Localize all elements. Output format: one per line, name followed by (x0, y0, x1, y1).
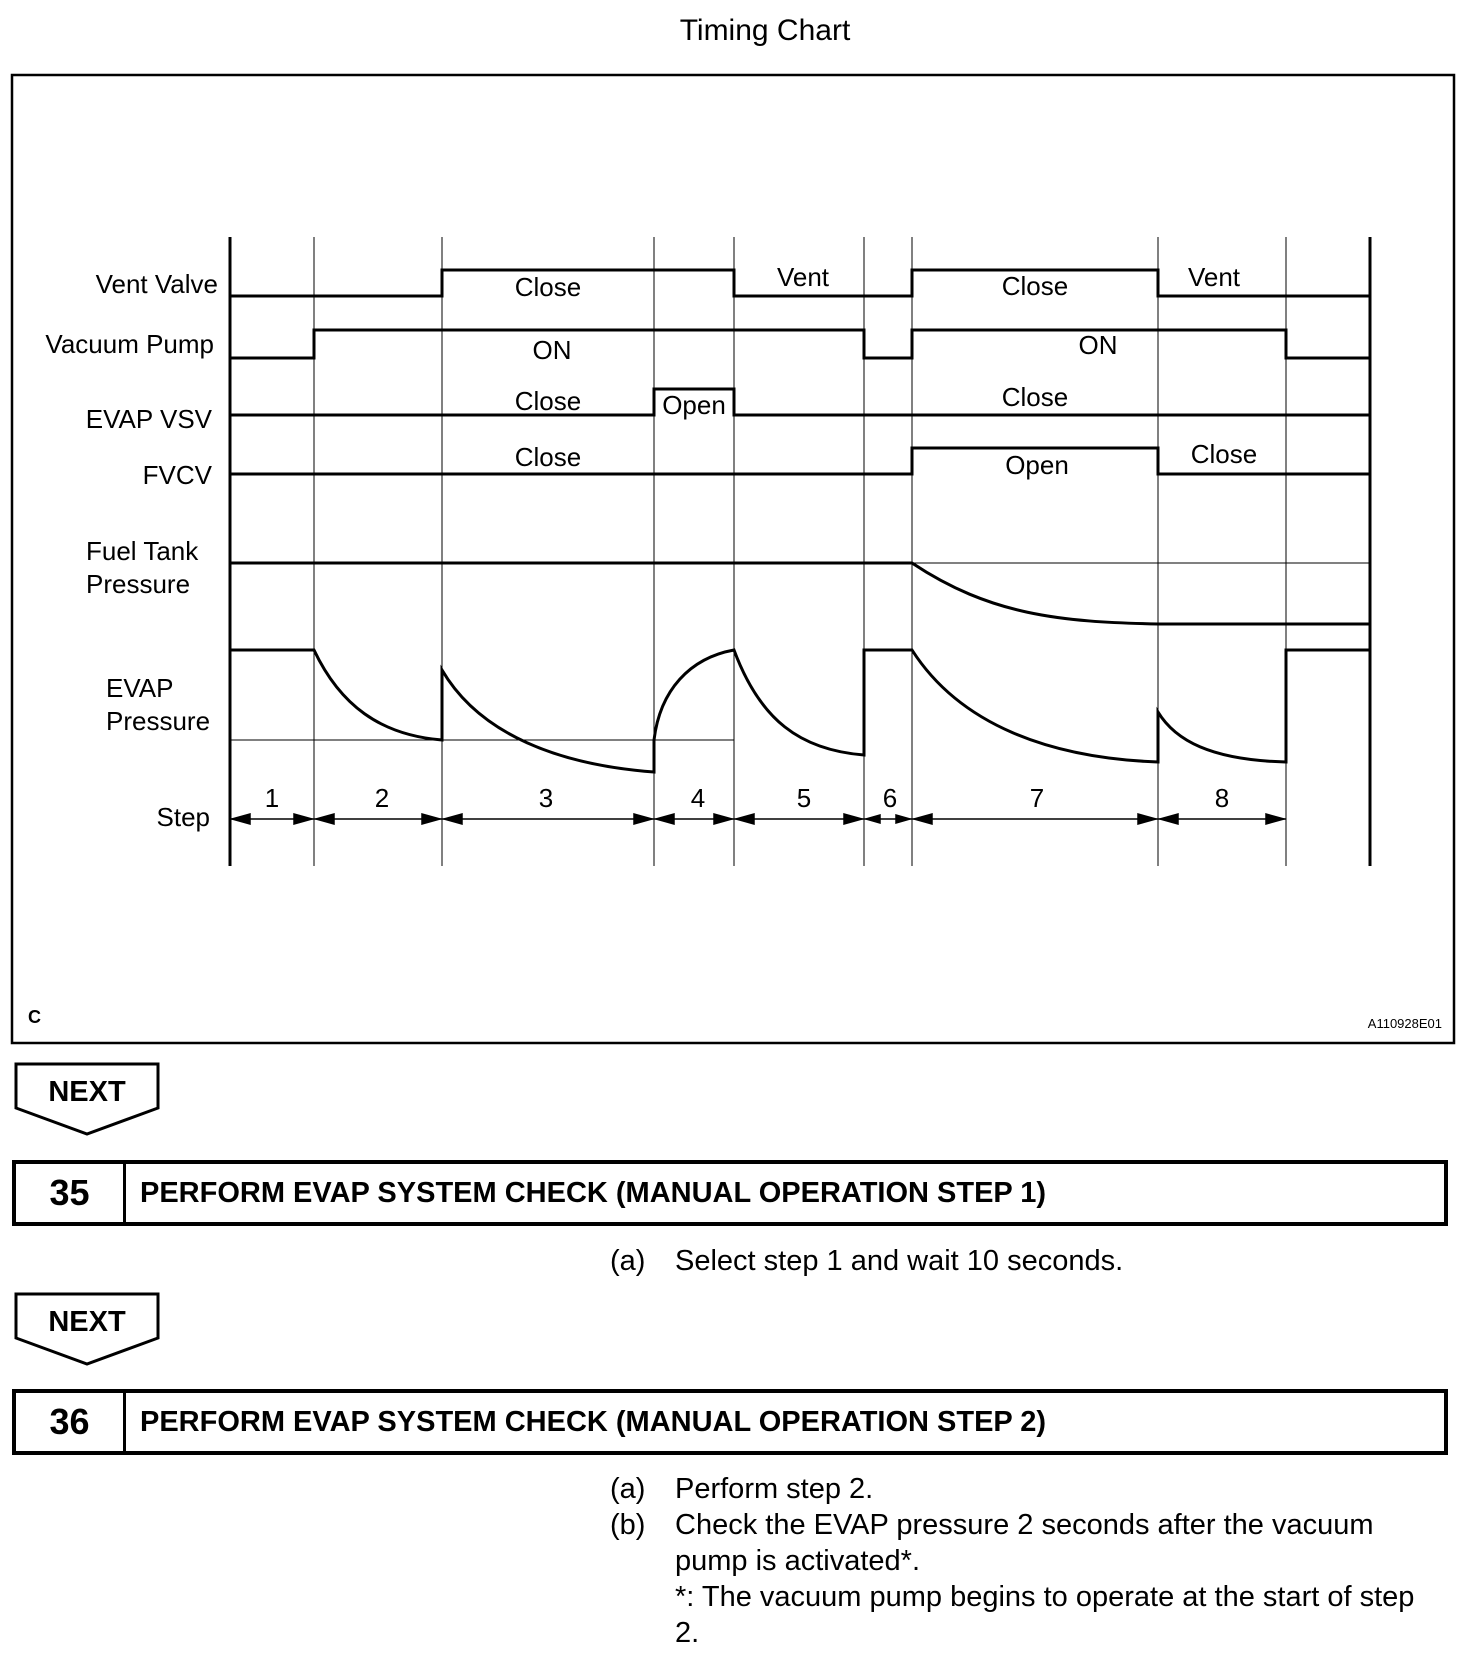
instruction-text: Select step 1 and wait 10 seconds. (675, 1245, 1124, 1277)
state-label: Open (662, 390, 726, 420)
step-number: 2 (374, 783, 390, 813)
instruction-label: (a) (610, 1473, 646, 1505)
instruction-item (610, 1507, 1440, 1579)
step-row-label: Step (156, 802, 210, 832)
arrow-head (656, 814, 674, 824)
step-number-box: 35 (16, 1164, 126, 1222)
instruction-text: Perform step 2. (675, 1473, 874, 1505)
signal-label-evap-vsv: EVAP VSV (85, 404, 212, 434)
evap-pressure-trace (230, 650, 1370, 772)
arrow-head (1266, 814, 1284, 824)
instruction-label: (b) (610, 1509, 646, 1541)
instruction-item (610, 1243, 1440, 1279)
state-label: Open (1005, 450, 1069, 480)
instruction-text: Check the EVAP pressure 2 seconds after the vacuum pump is activated*. (675, 1509, 1374, 1577)
step-number: 3 (538, 783, 554, 813)
fuel-tank-label-line2: Pressure (86, 569, 191, 599)
next-label: NEXT (48, 1306, 126, 1338)
step-header-36 (12, 1389, 1448, 1455)
evap-vsv-trace (230, 389, 1370, 415)
step-number-box: 36 (16, 1393, 126, 1451)
chart-title: Timing Chart (679, 14, 851, 47)
step-number: 7 (1029, 783, 1045, 813)
corner-code: C (28, 1007, 41, 1027)
arrow-head (896, 815, 910, 823)
state-label: Close (514, 386, 582, 416)
state-label: ON (532, 335, 572, 365)
step-dimension-line (230, 814, 1286, 824)
instruction-label: (a) (610, 1245, 646, 1277)
arrow-head (866, 815, 880, 823)
evap-pressure-label-line2: Pressure (106, 706, 211, 736)
state-label: Vent (1187, 262, 1241, 292)
arrow-head (232, 814, 250, 824)
arrow-head (736, 814, 754, 824)
figure-id: A110928E01 (1367, 1016, 1442, 1031)
step-instructions-36 (610, 1471, 1440, 1651)
vacuum-pump-trace (230, 330, 1370, 358)
step-header-35 (12, 1160, 1448, 1226)
chart-frame (12, 75, 1454, 1043)
signal-label-vent-valve: Vent Valve (95, 269, 218, 299)
signal-label-fvcv: FVCV (142, 460, 212, 490)
arrow-head (1138, 814, 1156, 824)
state-label: Close (1001, 271, 1069, 301)
arrow-head (422, 814, 440, 824)
next-badge (14, 1292, 160, 1366)
arrow-head (634, 814, 652, 824)
step-number: 8 (1214, 783, 1230, 813)
signal-label-vacuum-pump: Vacuum Pump (45, 329, 214, 359)
step-title: PERFORM EVAP SYSTEM CHECK (MANUAL OPERATION STEP 2) (140, 1405, 1047, 1438)
arrow-head (294, 814, 312, 824)
instruction-item (610, 1471, 1440, 1507)
state-label: Close (1001, 382, 1069, 412)
arrow-head (316, 814, 334, 824)
state-label: Close (514, 442, 582, 472)
step-number: 6 (882, 783, 898, 813)
step-number: 5 (796, 783, 812, 813)
arrow-head (714, 814, 732, 824)
next-label: NEXT (48, 1076, 126, 1108)
arrow-head (444, 814, 462, 824)
fuel-tank-pressure-trace (230, 563, 1370, 624)
arrow-head (1160, 814, 1178, 824)
instruction-note: *: The vacuum pump begins to operate at the start of step 2. (675, 1581, 1415, 1649)
step-title: PERFORM EVAP SYSTEM CHECK (MANUAL OPERATION STEP 1) (140, 1176, 1047, 1209)
fuel-tank-label-line1: Fuel Tank (86, 536, 199, 566)
state-label: Close (514, 272, 582, 302)
state-label: ON (1078, 330, 1118, 360)
step-instructions-35 (610, 1243, 1440, 1279)
next-badge (14, 1062, 160, 1136)
step-number: 1 (264, 783, 280, 813)
state-label: Close (1190, 439, 1258, 469)
arrow-head (914, 814, 932, 824)
arrow-head (844, 814, 862, 824)
step-number: 4 (690, 783, 706, 813)
evap-pressure-label-line1: EVAP (106, 673, 174, 703)
state-label: Vent (776, 262, 830, 292)
